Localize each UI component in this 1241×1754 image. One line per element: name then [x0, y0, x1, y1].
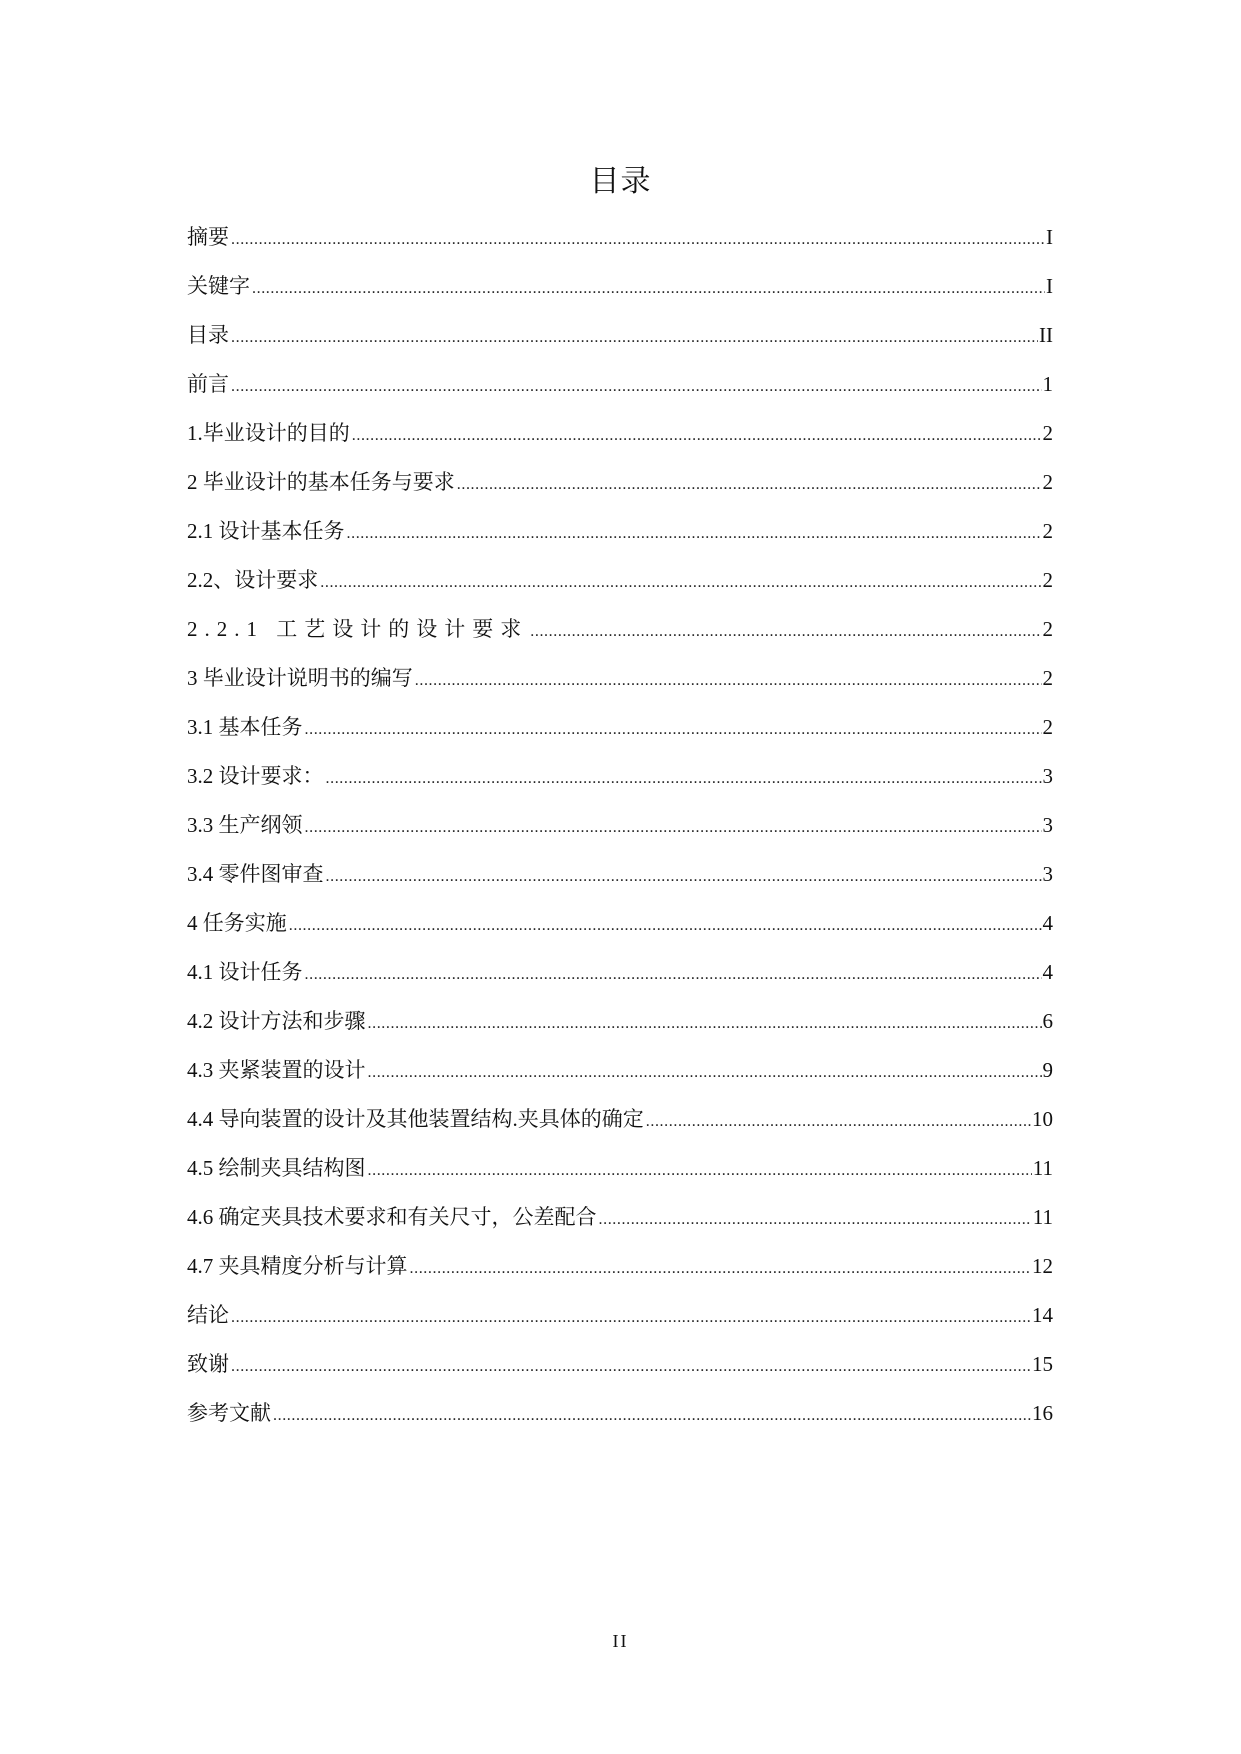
toc-entry-label: 目录 — [187, 323, 229, 347]
toc-entry-label: 3.3 生产纲领 — [187, 813, 303, 837]
toc-dot-leader — [368, 1156, 1032, 1186]
toc-entry-label: 4.4 导向装置的设计及其他装置结构.夹具体的确定 — [187, 1107, 644, 1131]
toc-entry-label: 关键字 — [187, 274, 250, 298]
toc-dot-leader — [305, 813, 1042, 843]
toc-dot-leader — [415, 666, 1042, 696]
toc-entry-label: 2.2、设计要求 — [187, 568, 319, 592]
toc-entry-label: 2.1 设计基本任务 — [187, 519, 345, 543]
toc-entry-page: I — [1046, 274, 1053, 298]
toc-dot-leader — [352, 421, 1042, 451]
toc-entry[interactable] — [187, 859, 1053, 908]
toc-entry[interactable] — [187, 1251, 1053, 1300]
toc-entry-label: 1.毕业设计的目的 — [187, 421, 350, 445]
toc-entry-page: 16 — [1032, 1401, 1053, 1425]
toc-entry-page: 1 — [1042, 372, 1053, 396]
toc-entry-page: 2 — [1042, 519, 1053, 543]
toc-entry-page: 11 — [1032, 1205, 1053, 1229]
toc-dot-leader — [530, 617, 1041, 647]
toc-entry-page: 2 — [1042, 666, 1053, 690]
toc-entry-label: 4.1 设计任务 — [187, 960, 303, 984]
toc-dot-leader — [646, 1107, 1031, 1137]
toc-dot-leader — [410, 1254, 1032, 1284]
toc-entry[interactable] — [187, 418, 1053, 467]
toc-entry-label: 摘要 — [187, 225, 229, 249]
toc-entry-label: 4.5 绘制夹具结构图 — [187, 1156, 366, 1180]
toc-entry-page: II — [1039, 323, 1053, 347]
toc-entry-page: 6 — [1042, 1009, 1053, 1033]
toc-dot-leader — [231, 372, 1042, 402]
toc-dot-leader — [231, 1303, 1031, 1333]
toc-entry[interactable] — [187, 1349, 1053, 1398]
toc-entry-label: 2 毕业设计的基本任务与要求 — [187, 470, 455, 494]
page-title: 目录 — [589, 164, 652, 199]
toc-entry-label: 3.1 基本任务 — [187, 715, 303, 739]
toc-entry-page: 2 — [1042, 568, 1053, 592]
toc-entry-page: 10 — [1032, 1107, 1053, 1131]
toc-dot-leader — [326, 862, 1042, 892]
toc-dot-leader — [599, 1205, 1032, 1235]
toc-entry-label: 4 任务实施 — [187, 911, 287, 935]
toc-dot-leader — [305, 715, 1042, 745]
toc-entry[interactable] — [187, 908, 1053, 957]
toc-dot-leader — [368, 1009, 1042, 1039]
toc-entry[interactable] — [187, 271, 1053, 320]
toc-entry-label: 3.2 设计要求： — [187, 764, 324, 788]
toc-entry-page: 3 — [1042, 813, 1053, 837]
toc-entry[interactable] — [187, 1202, 1053, 1251]
toc-entry-page: 9 — [1042, 1058, 1053, 1082]
toc-entry-label: 3 毕业设计说明书的编写 — [187, 666, 413, 690]
toc-entry-page: 2 — [1042, 421, 1053, 445]
toc-entry[interactable] — [187, 663, 1053, 712]
toc-entry-label: 4.3 夹紧装置的设计 — [187, 1058, 366, 1082]
toc-entry-page: 11 — [1032, 1156, 1053, 1180]
toc-entry[interactable] — [187, 1398, 1053, 1447]
toc-dot-leader — [231, 225, 1045, 255]
toc-entry[interactable] — [187, 810, 1053, 859]
page-number: II — [612, 1631, 629, 1651]
toc-entry[interactable] — [187, 1055, 1053, 1104]
toc-entry[interactable] — [187, 1153, 1053, 1202]
toc-entry-label: 2.2.1 工艺设计的设计要求 — [187, 617, 529, 641]
toc-dot-leader — [273, 1401, 1031, 1431]
toc-entry[interactable] — [187, 369, 1053, 418]
toc-entry-page: 14 — [1032, 1303, 1053, 1327]
toc-entry[interactable] — [187, 1104, 1053, 1153]
toc-entry-page: 4 — [1042, 911, 1053, 935]
toc-entry[interactable] — [187, 1300, 1053, 1349]
toc-dot-leader — [368, 1058, 1042, 1088]
toc-entry[interactable] — [187, 516, 1053, 565]
toc-entry-page: 15 — [1032, 1352, 1053, 1376]
toc-entry[interactable] — [187, 1006, 1053, 1055]
toc-entry-page: 2 — [1042, 470, 1053, 494]
table-of-contents — [187, 222, 1053, 1447]
toc-entry-label: 3.4 零件图审查 — [187, 862, 324, 886]
toc-dot-leader — [289, 911, 1042, 941]
toc-entry[interactable] — [187, 712, 1053, 761]
toc-entry-label: 4.2 设计方法和步骤 — [187, 1009, 366, 1033]
toc-entry-page: I — [1046, 225, 1053, 249]
toc-entry[interactable] — [187, 614, 1053, 663]
toc-entry-label: 参考文献 — [187, 1401, 271, 1425]
toc-entry[interactable] — [187, 761, 1053, 810]
toc-entry[interactable] — [187, 222, 1053, 271]
toc-entry-label: 4.6 确定夹具技术要求和有关尺寸，公差配合 — [187, 1205, 597, 1229]
toc-entry-page: 2 — [1042, 617, 1053, 641]
toc-entry-label: 4.7 夹具精度分析与计算 — [187, 1254, 408, 1278]
toc-dot-leader — [347, 519, 1042, 549]
toc-entry-label: 前言 — [187, 372, 229, 396]
toc-dot-leader — [305, 960, 1042, 990]
toc-entry-page: 4 — [1042, 960, 1053, 984]
toc-entry-label: 结论 — [187, 1303, 229, 1327]
toc-entry[interactable] — [187, 320, 1053, 369]
toc-dot-leader — [231, 1352, 1031, 1382]
toc-dot-leader — [320, 568, 1041, 598]
toc-entry-page: 3 — [1042, 764, 1053, 788]
toc-entry-page: 12 — [1032, 1254, 1053, 1278]
toc-entry[interactable] — [187, 467, 1053, 516]
toc-entry-page: 2 — [1042, 715, 1053, 739]
toc-dot-leader — [231, 323, 1038, 353]
toc-entry-label: 致谢 — [187, 1352, 229, 1376]
toc-entry[interactable] — [187, 565, 1053, 614]
toc-dot-leader — [252, 274, 1045, 304]
toc-entry[interactable] — [187, 957, 1053, 1006]
toc-entry-page: 3 — [1042, 862, 1053, 886]
toc-dot-leader — [326, 764, 1042, 794]
toc-dot-leader — [457, 470, 1042, 500]
